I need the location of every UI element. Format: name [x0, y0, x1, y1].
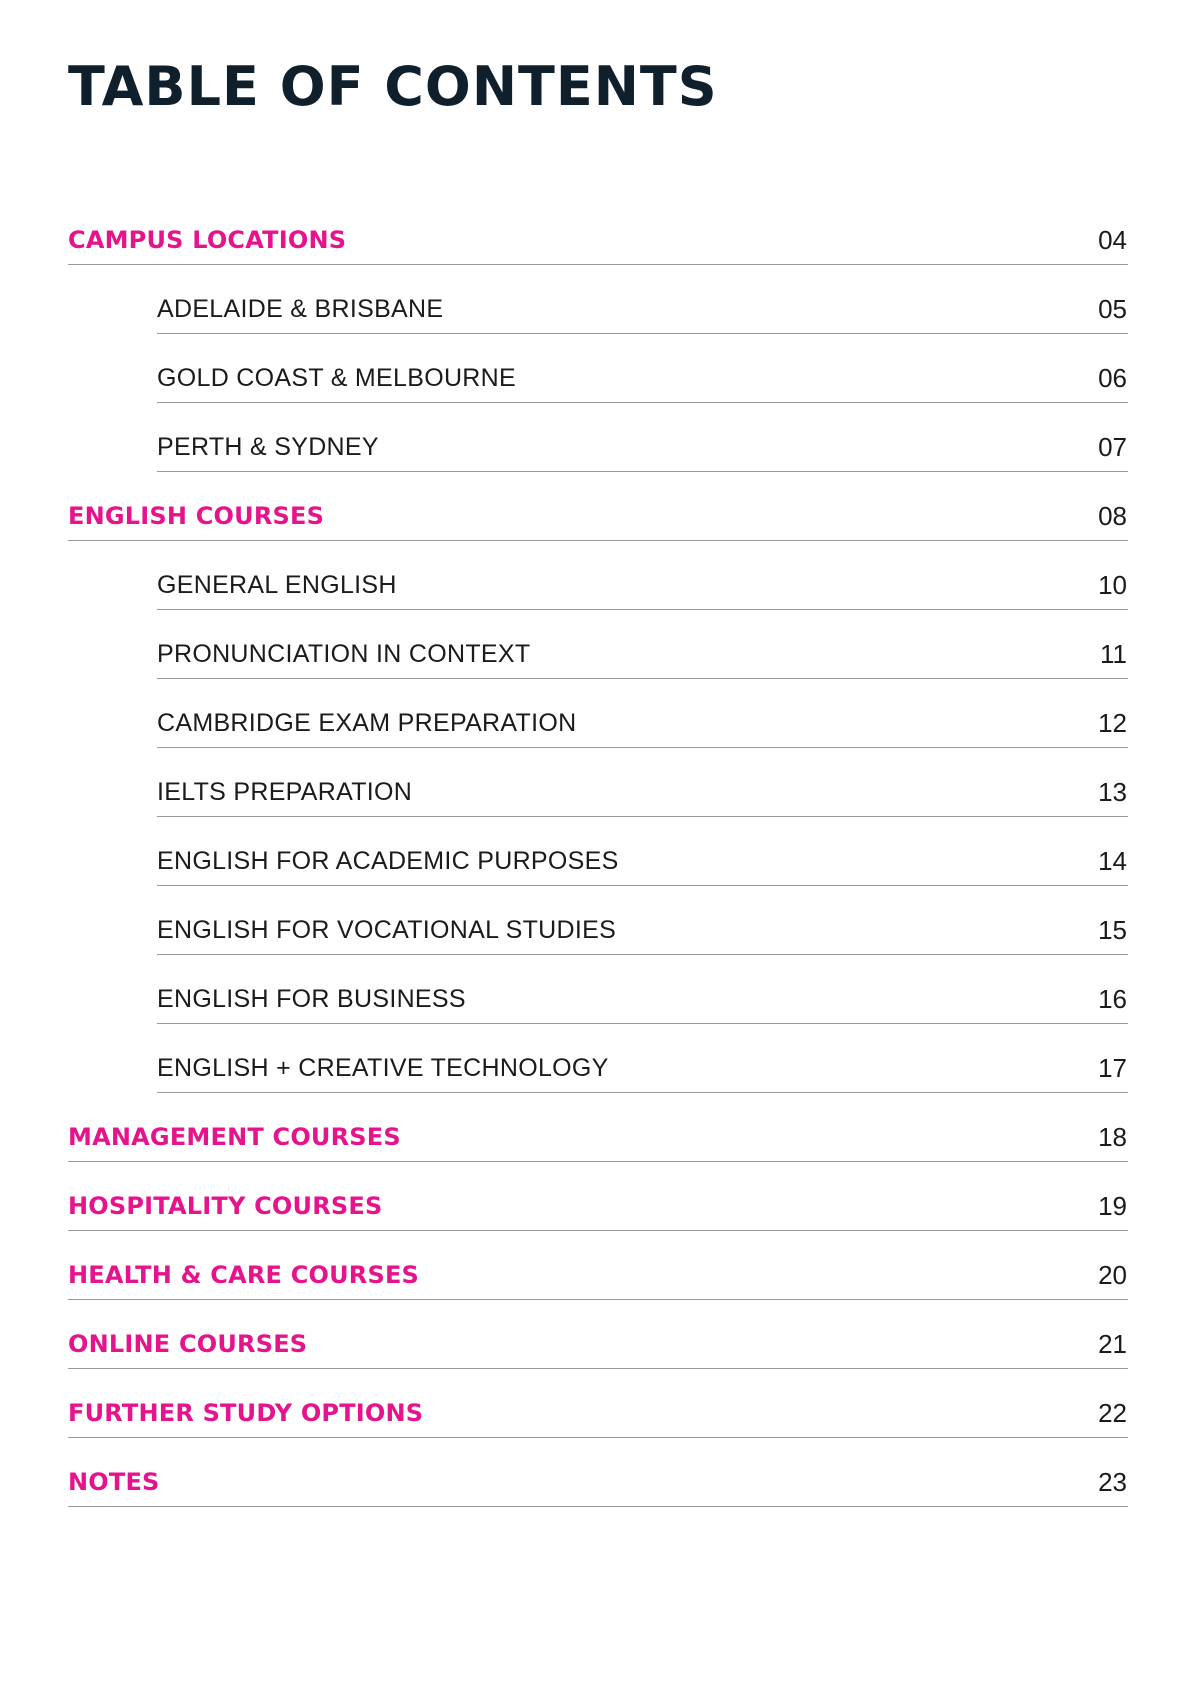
toc-entry-adelaide-brisbane[interactable] — [157, 265, 1128, 334]
toc-entry-perth-sydney[interactable] — [157, 403, 1128, 472]
toc-entry-general-english[interactable] — [157, 541, 1128, 610]
toc-entry-page: 22 — [1098, 1398, 1127, 1428]
toc-entry-online-courses[interactable] — [68, 1300, 1128, 1369]
toc-entry-label: ENGLISH FOR ACADEMIC PURPOSES — [157, 847, 619, 875]
toc-entry-label: ENGLISH + CREATIVE TECHNOLOGY — [157, 1054, 609, 1082]
toc-entry-label: ENGLISH FOR BUSINESS — [157, 985, 466, 1013]
toc-entry-label: MANAGEMENT COURSES — [68, 1123, 401, 1151]
toc-entry-page: 12 — [1098, 708, 1127, 738]
toc-entry-label: NOTES — [68, 1468, 160, 1496]
toc-entry-label: ENGLISH COURSES — [68, 502, 325, 530]
toc-entry-label: ADELAIDE & BRISBANE — [157, 295, 444, 323]
toc-entry-page: 21 — [1098, 1329, 1127, 1359]
toc-entry-label: PERTH & SYDNEY — [157, 433, 379, 461]
toc-entry-english-for-business[interactable] — [157, 955, 1128, 1024]
toc-entry-page: 19 — [1098, 1191, 1127, 1221]
toc-entry-page: 23 — [1098, 1467, 1127, 1497]
toc-entry-management-courses[interactable] — [68, 1093, 1128, 1162]
toc-entry-page: 04 — [1098, 225, 1127, 255]
toc-entry-page: 11 — [1100, 639, 1127, 669]
toc-entry-english-academic-purposes[interactable] — [157, 817, 1128, 886]
toc-entry-label: IELTS PREPARATION — [157, 778, 413, 806]
toc-entry-label: PRONUNCIATION IN CONTEXT — [157, 640, 531, 668]
toc-entry-ielts-preparation[interactable] — [157, 748, 1128, 817]
toc-entry-page: 20 — [1098, 1260, 1127, 1290]
toc-entry-page: 16 — [1098, 984, 1127, 1014]
toc-entry-english-creative-technology[interactable] — [157, 1024, 1128, 1093]
toc-entry-page: 14 — [1098, 846, 1127, 876]
toc-entry-page: 15 — [1098, 915, 1127, 945]
toc-entry-gold-coast-melbourne[interactable] — [157, 334, 1128, 403]
toc-entry-label: FURTHER STUDY OPTIONS — [68, 1399, 424, 1427]
toc-entry-cambridge-exam-preparation[interactable] — [157, 679, 1128, 748]
toc-entry-page: 18 — [1098, 1122, 1127, 1152]
toc-entry-label: ENGLISH FOR VOCATIONAL STUDIES — [157, 916, 617, 944]
toc-entry-pronunciation-in-context[interactable] — [157, 610, 1128, 679]
toc-entry-notes[interactable] — [68, 1438, 1128, 1507]
toc-entry-label: ONLINE COURSES — [68, 1330, 308, 1358]
page-title: TABLE OF CONTENTS — [68, 55, 718, 118]
toc-entry-label: CAMPUS LOCATIONS — [68, 226, 347, 254]
toc-entry-page: 06 — [1098, 363, 1127, 393]
toc-entry-campus-locations[interactable] — [68, 196, 1128, 265]
toc-entry-label: GENERAL ENGLISH — [157, 571, 397, 599]
toc-entry-label: HEALTH & CARE COURSES — [68, 1261, 420, 1289]
toc-entry-further-study-options[interactable] — [68, 1369, 1128, 1438]
toc-entry-label: CAMBRIDGE EXAM PREPARATION — [157, 709, 577, 737]
toc-entry-label: HOSPITALITY COURSES — [68, 1192, 383, 1220]
toc-entry-english-vocational-studies[interactable] — [157, 886, 1128, 955]
toc-entry-page: 17 — [1098, 1053, 1127, 1083]
toc-entry-health-care-courses[interactable] — [68, 1231, 1128, 1300]
toc-entry-label: GOLD COAST & MELBOURNE — [157, 364, 516, 392]
toc-entry-page: 05 — [1098, 294, 1127, 324]
toc-entry-page: 07 — [1098, 432, 1127, 462]
toc-entry-hospitality-courses[interactable] — [68, 1162, 1128, 1231]
toc-entry-page: 10 — [1098, 570, 1127, 600]
toc-entry-page: 13 — [1098, 777, 1127, 807]
toc-entry-english-courses[interactable] — [68, 472, 1128, 541]
toc-entry-page: 08 — [1098, 501, 1127, 531]
